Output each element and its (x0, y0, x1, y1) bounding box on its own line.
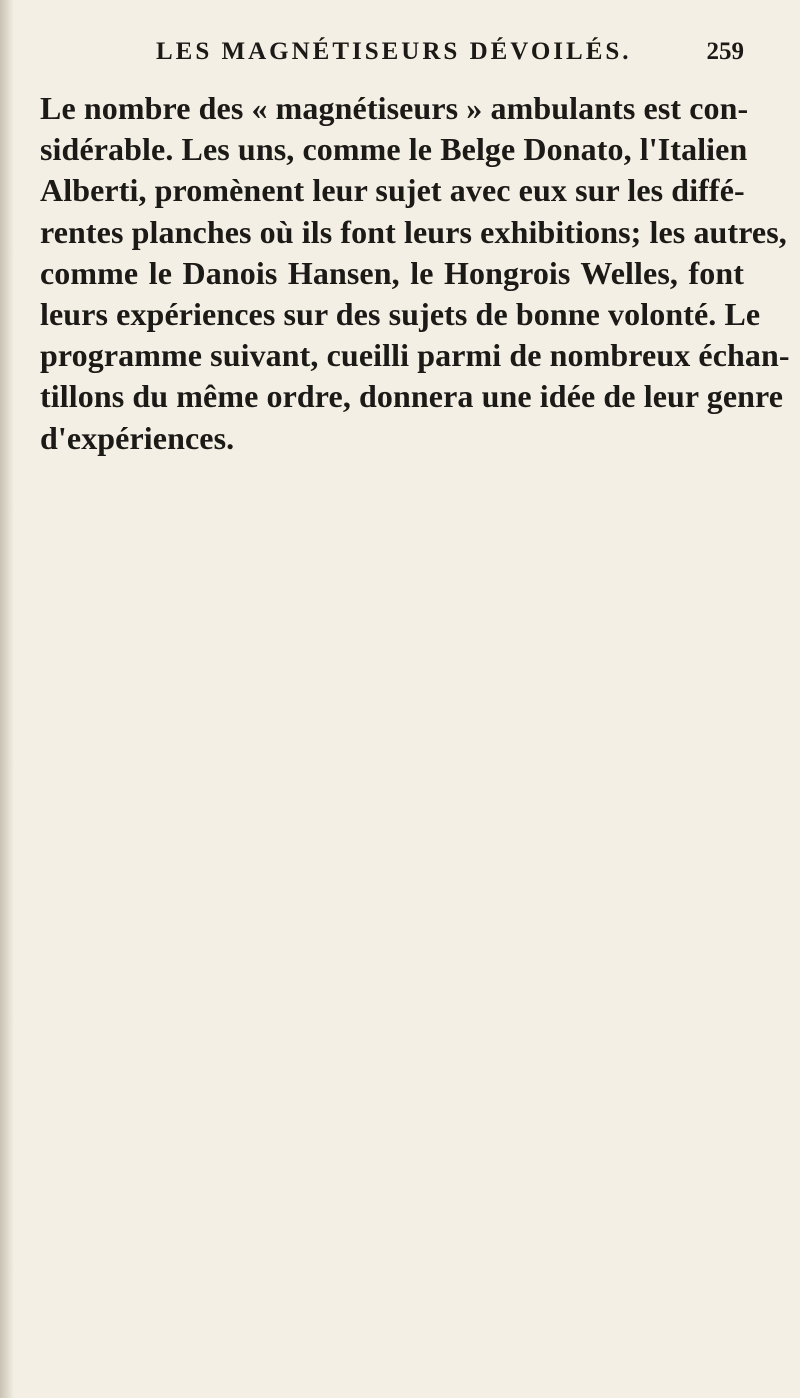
text-line: Alberti, promènent leur sujet avec eux sur les diffé- (40, 172, 745, 209)
text-line: tillons du même ordre, donnera une idée de leur genre (40, 378, 784, 415)
text-line: Le nombre des « magnétiseurs » ambulants est con- (40, 90, 749, 126)
text-line: comme le Danois Hansen, le Hongrois Welles, font (40, 254, 744, 291)
page-edge-shadow (0, 0, 14, 1398)
page-number: 259 (706, 38, 744, 65)
text-line-last: d'expériences. (40, 419, 235, 456)
text-line: programme suivant, cueilli parmi de nombreux échan- (40, 337, 790, 374)
book-page (40, 38, 790, 459)
text-line: sidérable. Les uns, comme le Belge Donato, l'Italien (40, 131, 748, 168)
body-paragraph (40, 88, 790, 459)
text-line: rentes planches où ils font leurs exhibitions; les autres, (40, 213, 787, 250)
text-line: leurs expériences sur des sujets de bonne volonté. Le (40, 296, 761, 333)
running-head (40, 38, 744, 88)
running-title: LES MAGNÉTISEURS DÉVOILÉS. (156, 38, 632, 65)
